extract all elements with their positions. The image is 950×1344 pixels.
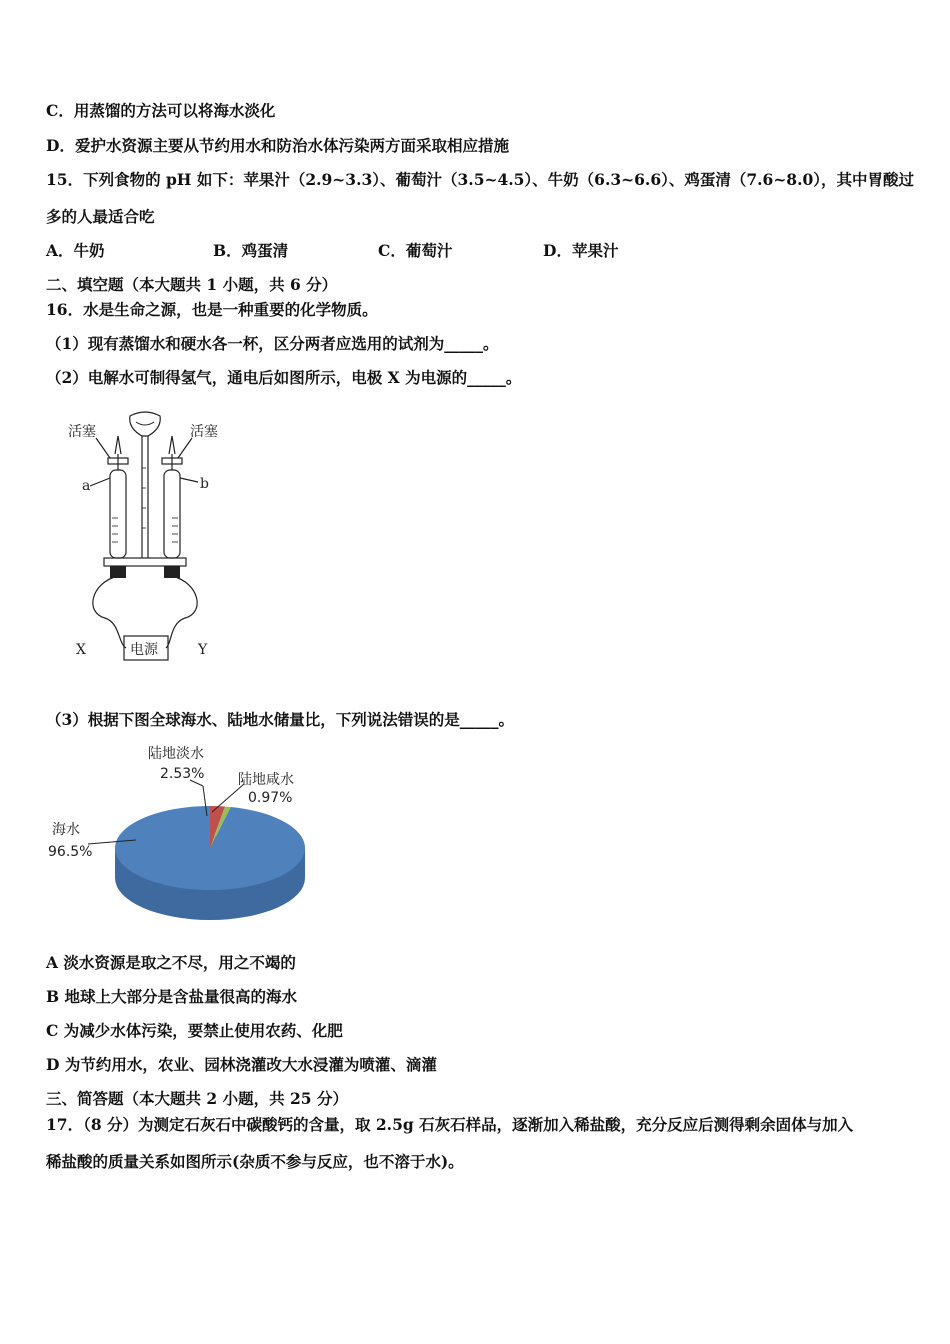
- question-16: 16．水是生命之源，也是一种重要的化学物质。: [46, 300, 378, 319]
- water-distribution-pie-chart: [40, 738, 340, 938]
- tube-b-label: b: [200, 476, 209, 492]
- q16-3-option-d: D 为节约用水，农业、园林浇灌改大水浸灌为喷灌、滴灌: [46, 1055, 437, 1074]
- q15-option-b: B．鸡蛋清: [213, 241, 289, 260]
- q15-option-c: C．葡萄汁: [378, 241, 453, 260]
- valve-left-label: 活塞: [68, 424, 96, 440]
- value-fresh-water: 2.53%: [160, 766, 205, 782]
- section-2-heading: 二、填空题（本大题共 1 小题，共 6 分）: [46, 275, 338, 294]
- electrode-y-label: Y: [198, 642, 208, 658]
- option-d-q14: D．爱护水资源主要从节约用水和防治水体污染两方面采取相应措施: [46, 136, 509, 155]
- q16-3-option-a: A 淡水资源是取之不尽，用之不竭的: [46, 953, 296, 972]
- electrolysis-apparatus-figure: [60, 408, 240, 668]
- option-c-q14: C．用蒸馏的方法可以将海水淡化: [46, 101, 276, 120]
- q15-option-a: A．牛奶: [46, 241, 105, 260]
- question-16-part-1: （1）现有蒸馏水和硬水各一杯，区分两者应选用的试剂为_____。: [46, 334, 499, 353]
- section-3-heading: 三、简答题（本大题共 2 小题，共 25 分）: [46, 1089, 348, 1108]
- label-seawater: 海水: [52, 822, 80, 838]
- question-16-part-3: （3）根据下图全球海水、陆地水储量比，下列说法错误的是_____。: [46, 710, 515, 729]
- value-seawater: 96.5%: [48, 844, 93, 860]
- electrode-x-label: X: [76, 642, 86, 658]
- valve-right-label: 活塞: [190, 424, 218, 440]
- question-17: 17．（8 分）为测定石灰石中碳酸钙的含量，取 2.5g 石灰石样品，逐渐加入稀盐酸，充分反应后测得剩余固体与加入: [46, 1115, 854, 1134]
- tube-a-label: a: [82, 478, 91, 494]
- question-16-part-2: （2）电解水可制得氢气，通电后如图所示，电极 X 为电源的_____。: [46, 368, 522, 387]
- label-fresh-water: 陆地淡水: [148, 746, 204, 762]
- question-15-cont: 多的人最适合吃: [46, 207, 155, 226]
- q16-3-option-b: B 地球上大部分是含盐量很高的海水: [46, 987, 297, 1006]
- question-17-cont: 稀盐酸的质量关系如图所示(杂质不参与反应，也不溶于水)。: [46, 1152, 464, 1171]
- q16-3-option-c: C 为减少水体污染，要禁止使用农药、化肥: [46, 1021, 343, 1040]
- value-saline-land-water: 0.97%: [248, 790, 293, 806]
- label-saline-land-water: 陆地咸水: [238, 772, 294, 788]
- power-source-label: 电源: [130, 642, 158, 658]
- q15-option-d: D．苹果汁: [543, 241, 619, 260]
- question-15: 15．下列食物的 pH 如下：苹果汁（2.9~3.3）、葡萄汁（3.5~4.5）、牛奶（6.3~6.6）、鸡蛋清（7.6~8.0），其中胃酸过: [46, 170, 915, 189]
